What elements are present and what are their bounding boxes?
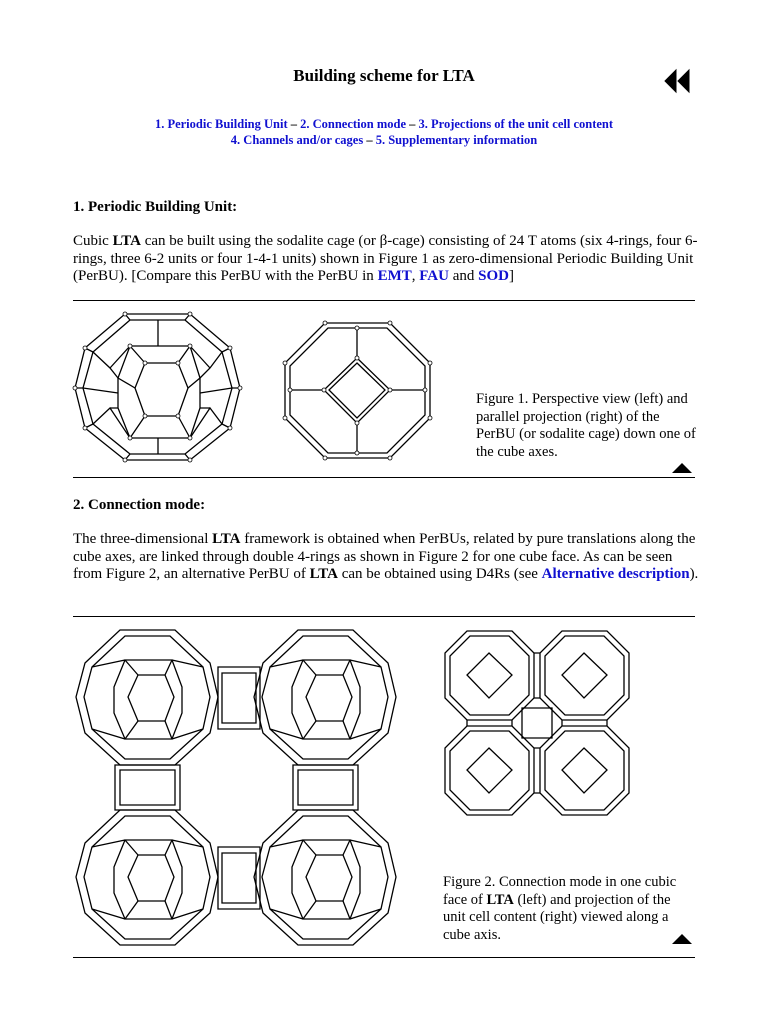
figure-2-unit-cell-projection [442, 628, 632, 818]
text: framework is obtained when PerBUs, related by pure translations along the cube axes, are linked through double 4-rings as shown in Figure 2 for one cube face. As can be seen from Figure 2, an alternative PerBU of [73, 531, 696, 583]
section-1-heading: 1. Periodic Building Unit: [73, 199, 238, 215]
link-sod[interactable]: SOD [478, 268, 509, 285]
nav-link-projections[interactable]: 3. Projections of the unit cell content [418, 117, 614, 131]
nav-link-channels-cages[interactable]: 4. Channels and/or cages [230, 133, 364, 147]
divider [73, 300, 695, 301]
figure-1-parallel-projection [280, 318, 435, 463]
figure-1-caption: Figure 1. Perspective view (left) and parallel projection (right) of the PerBU (or sodalite cage) down one of the cube axes. [476, 391, 696, 460]
double-left-arrow-icon[interactable] [662, 68, 692, 94]
section-2-heading: 2. Connection mode: [73, 497, 206, 513]
up-triangle-icon[interactable] [671, 462, 693, 474]
nav-link-connection-mode[interactable]: 2. Connection mode [300, 117, 407, 131]
divider [73, 957, 695, 958]
figure-1-perspective-view [70, 308, 250, 468]
text: ] [508, 268, 514, 285]
page-title: Building scheme for LTA [293, 66, 475, 85]
framework-code: LTA [112, 233, 141, 249]
link-fau[interactable]: FAU [419, 268, 449, 285]
framework-code: LTA [309, 566, 338, 583]
divider [73, 616, 695, 617]
text: and [448, 268, 479, 285]
text: , [411, 268, 420, 285]
nav-separator: – [406, 117, 419, 131]
nav-link-periodic-building-unit[interactable]: 1. Periodic Building Unit [154, 117, 288, 131]
framework-code: LTA [212, 531, 241, 547]
up-triangle-icon[interactable] [671, 933, 693, 945]
nav-separator: – [363, 133, 376, 147]
section-2-paragraph [73, 531, 699, 584]
text: (left) and projection of the unit cell content (right) viewed along a cube axis. [443, 891, 671, 943]
section-1-paragraph [73, 233, 699, 286]
text: can be built using the sodalite cage (or β-cage) consisting of 24 T atoms (six 4-rings, four 6-rings, three 6-2 units or four 1-4-1 units) shown in Figure 1 as zero-dimensional Periodic Building Unit (PerBU). [Compare this PerBU with the PerBU in [73, 233, 698, 285]
nav-link-supplementary[interactable]: 5. Supplementary information [375, 133, 538, 147]
text: The three-dimensional [73, 531, 213, 547]
section-nav [0, 116, 768, 148]
text: can be obtained using D4Rs (see [337, 566, 542, 583]
figure-2-connection-mode [70, 625, 410, 950]
link-alternative-description[interactable]: Alternative description [541, 566, 690, 583]
text: ). [689, 566, 699, 583]
figure-2-caption [443, 874, 693, 944]
divider [73, 477, 695, 478]
text: Cubic [73, 233, 113, 249]
nav-separator: – [287, 117, 301, 131]
framework-code: LTA [486, 891, 514, 908]
link-emt[interactable]: EMT [377, 268, 412, 285]
text: Figure 2. Connection mode in one cubic face of [443, 874, 677, 908]
